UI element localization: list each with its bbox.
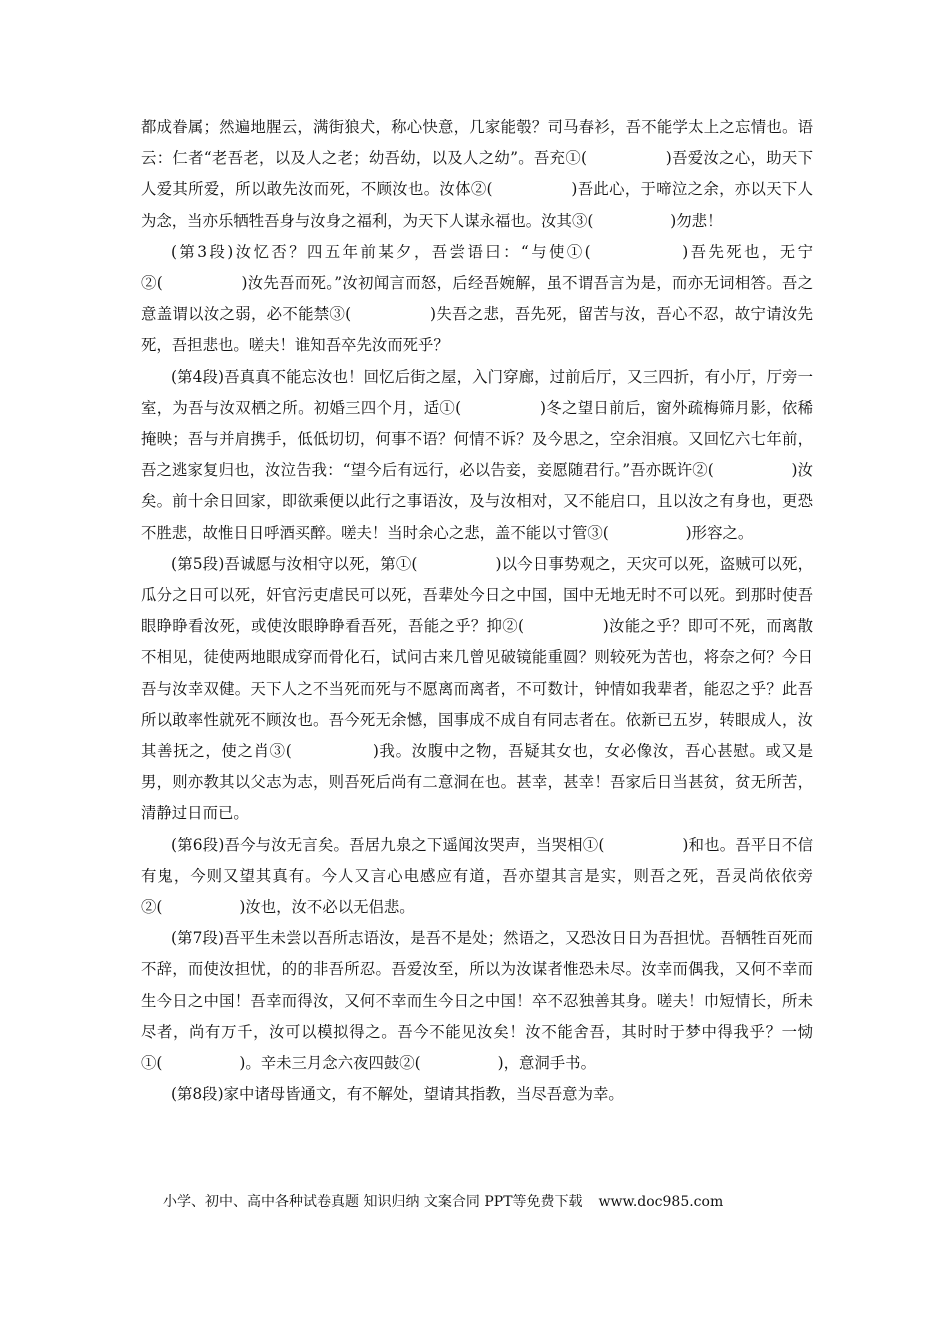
footer-url[interactable]: www.doc985.com xyxy=(598,1194,724,1210)
footer-text: 小学、初中、高中各种试卷真题 知识归纳 文案合同 PPT等免费下载 xyxy=(163,1194,583,1210)
paragraph-4: (第4段)吾真真不能忘汝也！回忆后街之屋，入门穿廊，过前后厅，又三四折，有小厅，厅旁一室，为吾与汝双栖之所。初婚三四个月，适①( )冬之望日前后，窗外疏梅筛月影，依稀掩映；吾与并肩携手，低低切切，何事不语？何情不诉？及今思之，空余泪痕。又回忆六七年前，吾之逃家复归也，汝泣告我：“望今后有远行，必以告妾，妾愿随君行。”吾亦既许②( )汝矣。前十余日回家，即欲乘便以此行之事语汝，及与汝相对，又不能启口，且以汝之有身也，更恐不胜悲，故惟日日呼酒买醉。嗟夫！当时余心之悲，盖不能以寸管③( )形容之。 xyxy=(141,367,813,542)
page-footer xyxy=(163,1191,723,1211)
paragraph-7: (第7段)吾平生未尝以吾所志语汝，是吾不是处；然语之，又恐汝日日为吾担忧。吾牺牲百死而不辞，而使汝担忧，的的非吾所忍。吾爱汝至，所以为汝谋者惟恐未尽。汝幸而偶我，又何不幸而生今日之中国！吾幸而得汝，又何不幸而生今日之中国！卒不忍独善其身。嗟夫！巾短情长，所未尽者，尚有万千，汝可以模拟得之。吾今不能见汝矣！汝不能舍吾，其时时于梦中得我乎？一恸①( )。辛未三月念六夜四鼓②( )，意洞手书。 xyxy=(141,929,813,1073)
paragraph-3: (第3段)汝忆否？四五年前某夕，吾尝语曰：“与使①( )吾先死也，无宁②( )汝先吾而死。”汝初闻言而怒，后经吾婉解，虽不谓吾言为是，而亦无词相答。吾之意盖谓以汝之弱，必不能禁③( )失吾之悲，吾先死，留苦与汝，吾心不忍，故宁请汝先死，吾担悲也。嗟夫！谁知吾卒先汝而死乎？ xyxy=(141,242,813,355)
paragraph-6: (第6段)吾今与汝无言矣。吾居九泉之下遥闻汝哭声，当哭相①( )和也。吾平日不信有鬼，今则又望其真有。今人又言心电感应有道，吾亦望其言是实，则吾之死，吾灵尚依依旁②( )汝也，汝不必以无侣悲。 xyxy=(141,835,813,917)
paragraph-8: (第8段)家中诸母皆通文，有不解处，望请其指教，当尽吾意为幸。 xyxy=(171,1085,624,1104)
paragraph-2-continued: 都成眷属；然遍地腥云，满街狼犬，称心快意，几家能彀？司马春衫，吾不能学太上之忘情也。语云：仁者“老吾老，以及人之老；幼吾幼，以及人之幼”。吾充①( )吾爱汝之心，助天下人爱其所爱，所以敢先汝而死，不顾汝也。汝体②( )吾此心，于啼泣之余，亦以天下人为念，当亦乐牺牲吾身与汝身之福利，为天下人谋永福也。汝其③( )勿悲！ xyxy=(141,118,813,230)
paragraph-5: (第5段)吾诚愿与汝相守以死，第①( )以今日事势观之，天灾可以死，盗贼可以死，瓜分之日可以死，奸官污吏虐民可以死，吾辈处今日之中国，国中无地无时不可以死。到那时使吾眼睁睁看汝死，或使汝眼睁睁看吾死，吾能之乎？抑②( )汝能之乎？即可不死，而离散不相见，徒使两地眼成穿而骨化石，试问古来几曾见破镜能重圆？则较死为苦也，将奈之何？今日吾与汝幸双健。天下人之不当死而死与不愿离而离者，不可数计，钟情如我辈者，能忍之乎？此吾所以敢率性就死不顾汝也。吾今死无余憾，国事成不成自有同志者在。依新已五岁，转眼成人，汝其善抚之，使之肖③( )我。汝腹中之物，吾疑其女也，女必像汝，吾心甚慰。或又是男，则亦教其以父志为志，则吾死后尚有二意洞在也。甚幸，甚幸！吾家后日当甚贫，贫无所苦，清静过日而已。 xyxy=(141,554,813,823)
body-text xyxy=(141,112,813,1109)
